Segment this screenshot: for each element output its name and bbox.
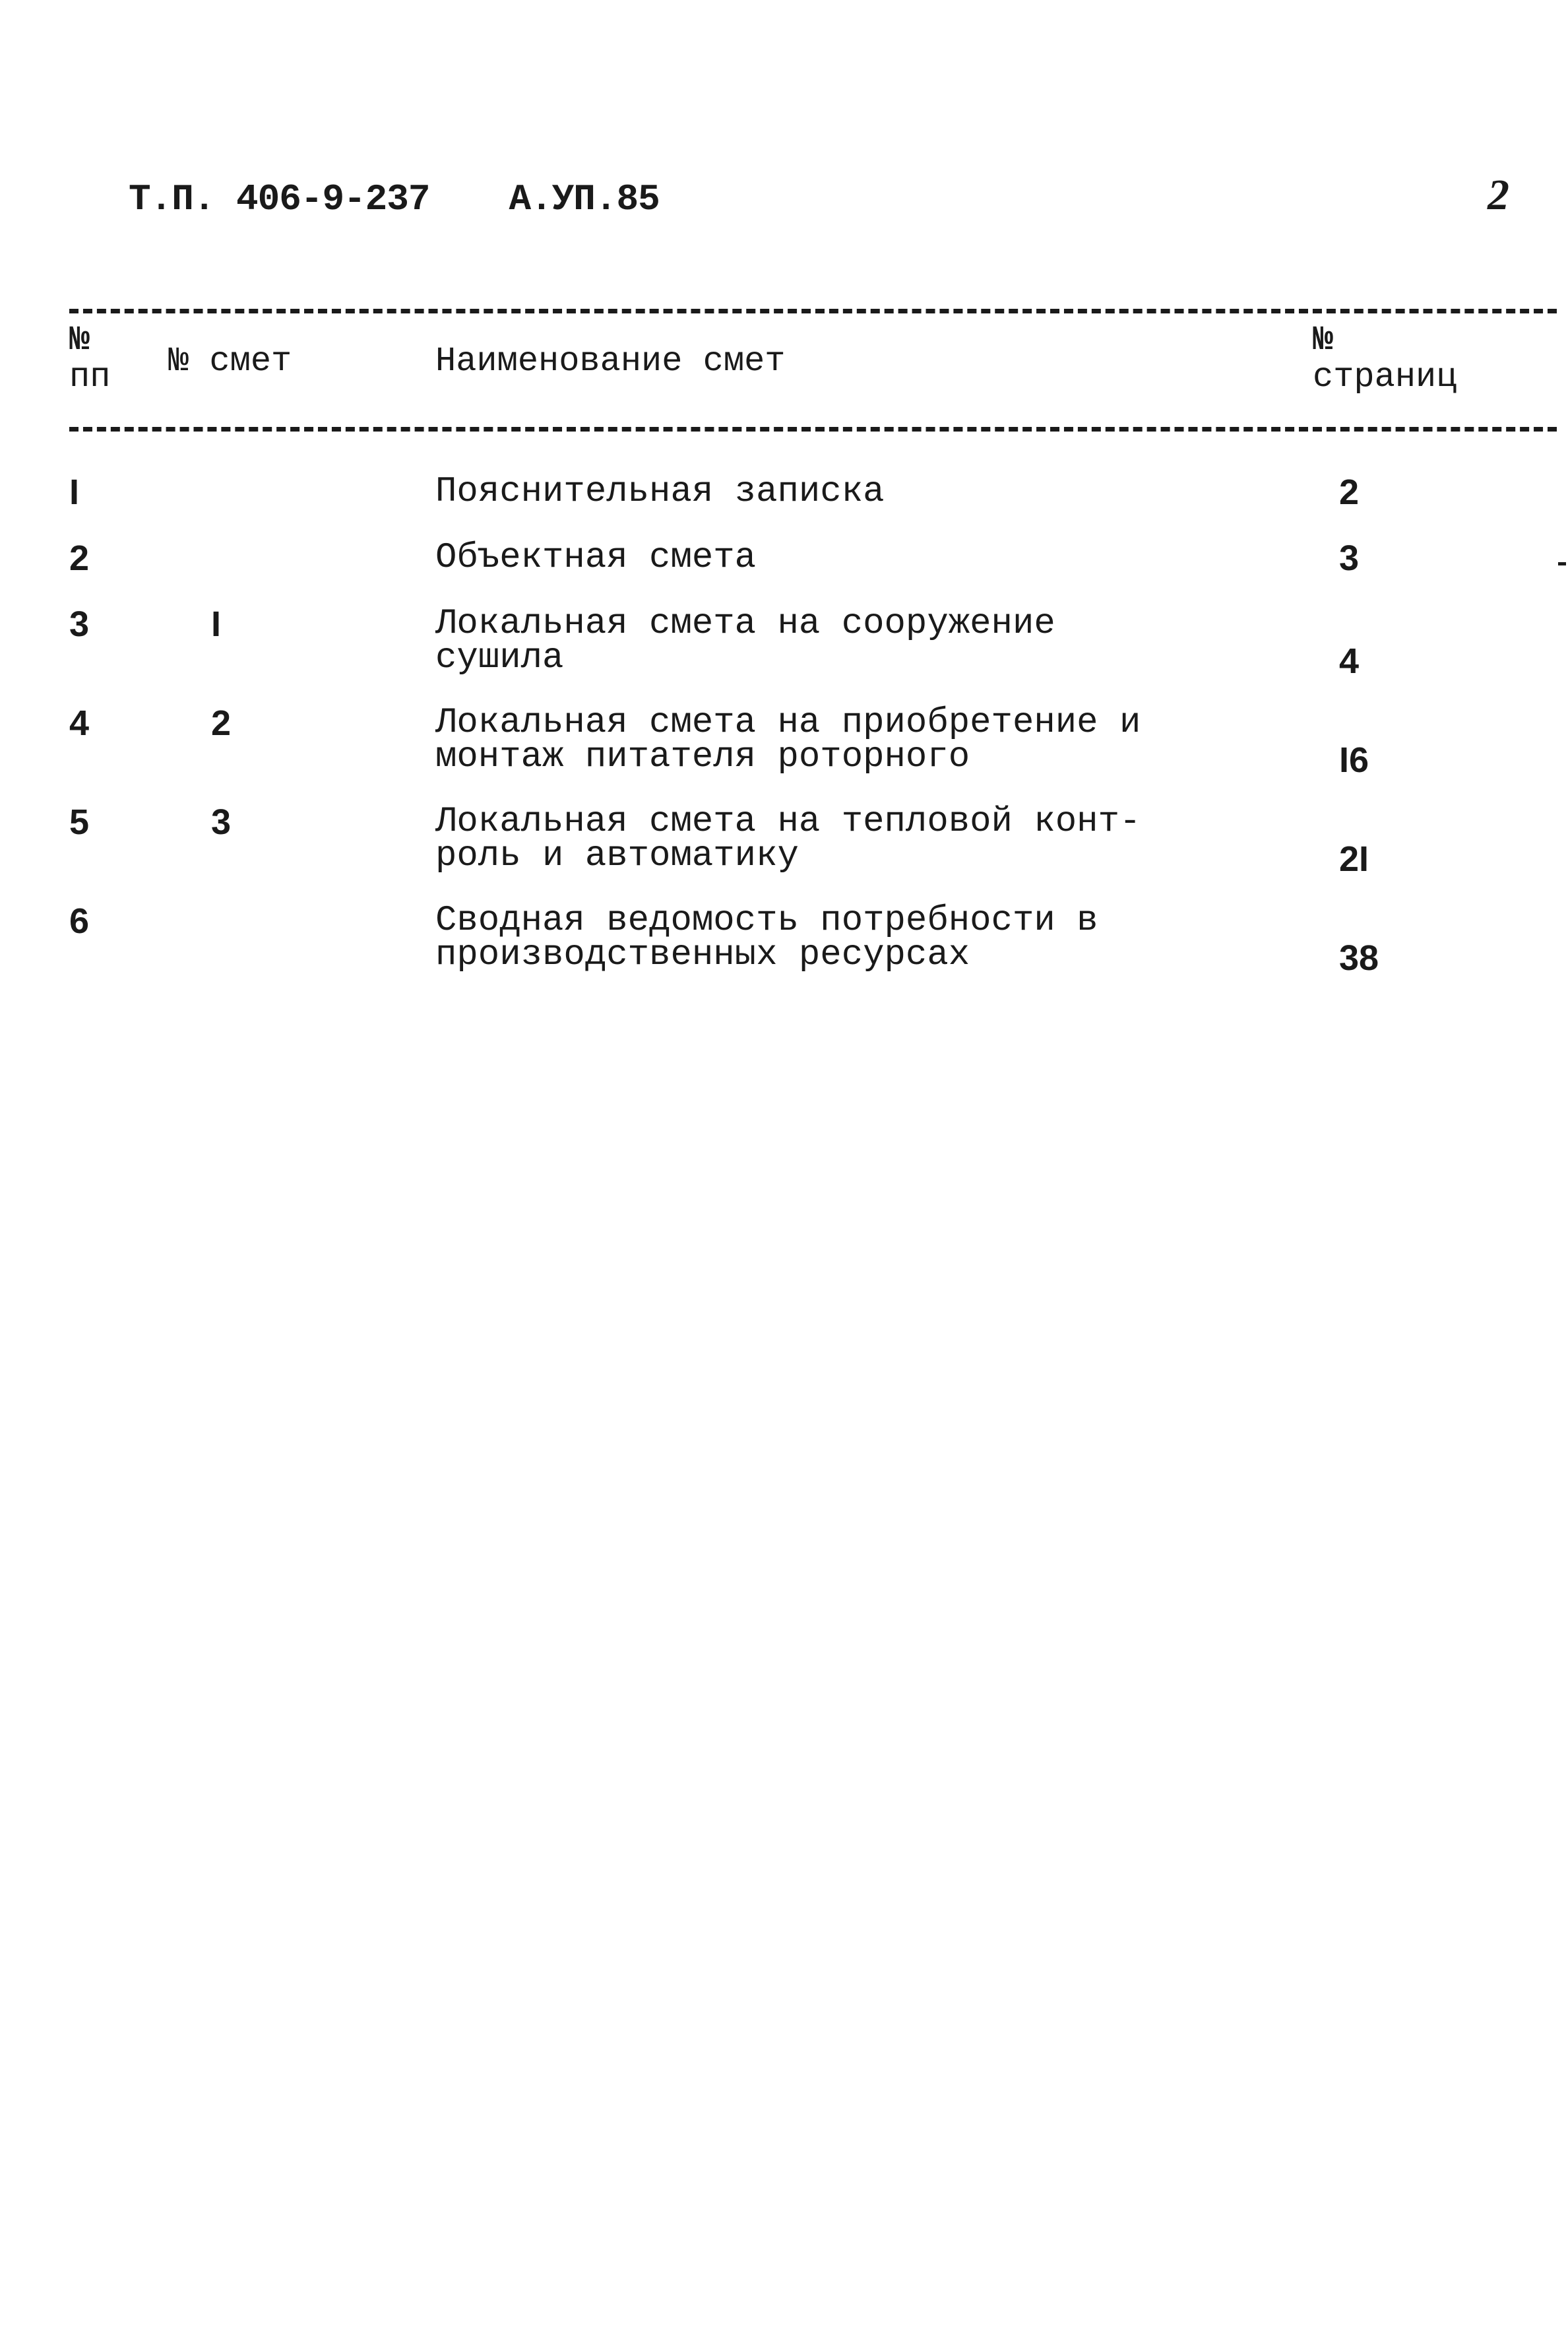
row-estimate: I xyxy=(211,604,222,644)
table-top-divider xyxy=(69,309,1557,313)
row-page: I6 xyxy=(1339,740,1369,780)
row-name-line2: сушила xyxy=(435,638,564,678)
row-estimate: 2 xyxy=(211,703,232,743)
number-symbol: № xyxy=(69,321,90,360)
row-number: 4 xyxy=(69,703,90,743)
column-header-pages-label: страниц xyxy=(1313,358,1457,397)
row-page: 2I xyxy=(1339,839,1369,879)
margin-mark xyxy=(1558,562,1566,565)
row-number: 5 xyxy=(69,802,90,842)
album-code: А.УП.85 xyxy=(509,178,660,220)
row-number: 3 xyxy=(69,604,90,644)
row-estimate: 3 xyxy=(211,802,232,842)
row-page: 2 xyxy=(1339,472,1360,512)
project-code: Т.П. 406-9-237 xyxy=(129,178,430,220)
row-name-line2: роль и автоматику xyxy=(435,836,799,876)
column-header-pages xyxy=(1313,322,1457,396)
row-name-line2: производственных ресурсах xyxy=(435,935,970,975)
row-number: I xyxy=(69,472,80,512)
row-name-line2: монтаж питателя роторного xyxy=(435,737,970,777)
row-page: 38 xyxy=(1339,938,1379,978)
row-number: 6 xyxy=(69,901,90,941)
column-header-number-label: пп xyxy=(69,358,111,397)
document-code xyxy=(129,178,660,220)
row-name-line1: Локальная смета на тепловой конт- xyxy=(435,802,1141,842)
column-header-number xyxy=(69,322,110,396)
row-page: 3 xyxy=(1339,538,1360,578)
page-number: 2 xyxy=(1488,171,1509,219)
row-name-line1: Объектная смета xyxy=(435,538,757,578)
row-name-line1: Сводная ведомость потребности в xyxy=(435,901,1098,941)
row-name-line1: Локальная смета на сооружение xyxy=(435,604,1055,644)
number-symbol: № xyxy=(1313,321,1334,360)
row-page: 4 xyxy=(1339,641,1360,681)
row-name-line1: Локальная смета на приобретение и xyxy=(435,703,1141,743)
row-number: 2 xyxy=(69,538,90,578)
column-header-name: Наименование смет xyxy=(435,342,786,381)
table-header-divider xyxy=(69,427,1557,432)
row-name-line1: Пояснительная записка xyxy=(435,472,885,512)
column-header-estimate: № смет xyxy=(168,342,292,381)
